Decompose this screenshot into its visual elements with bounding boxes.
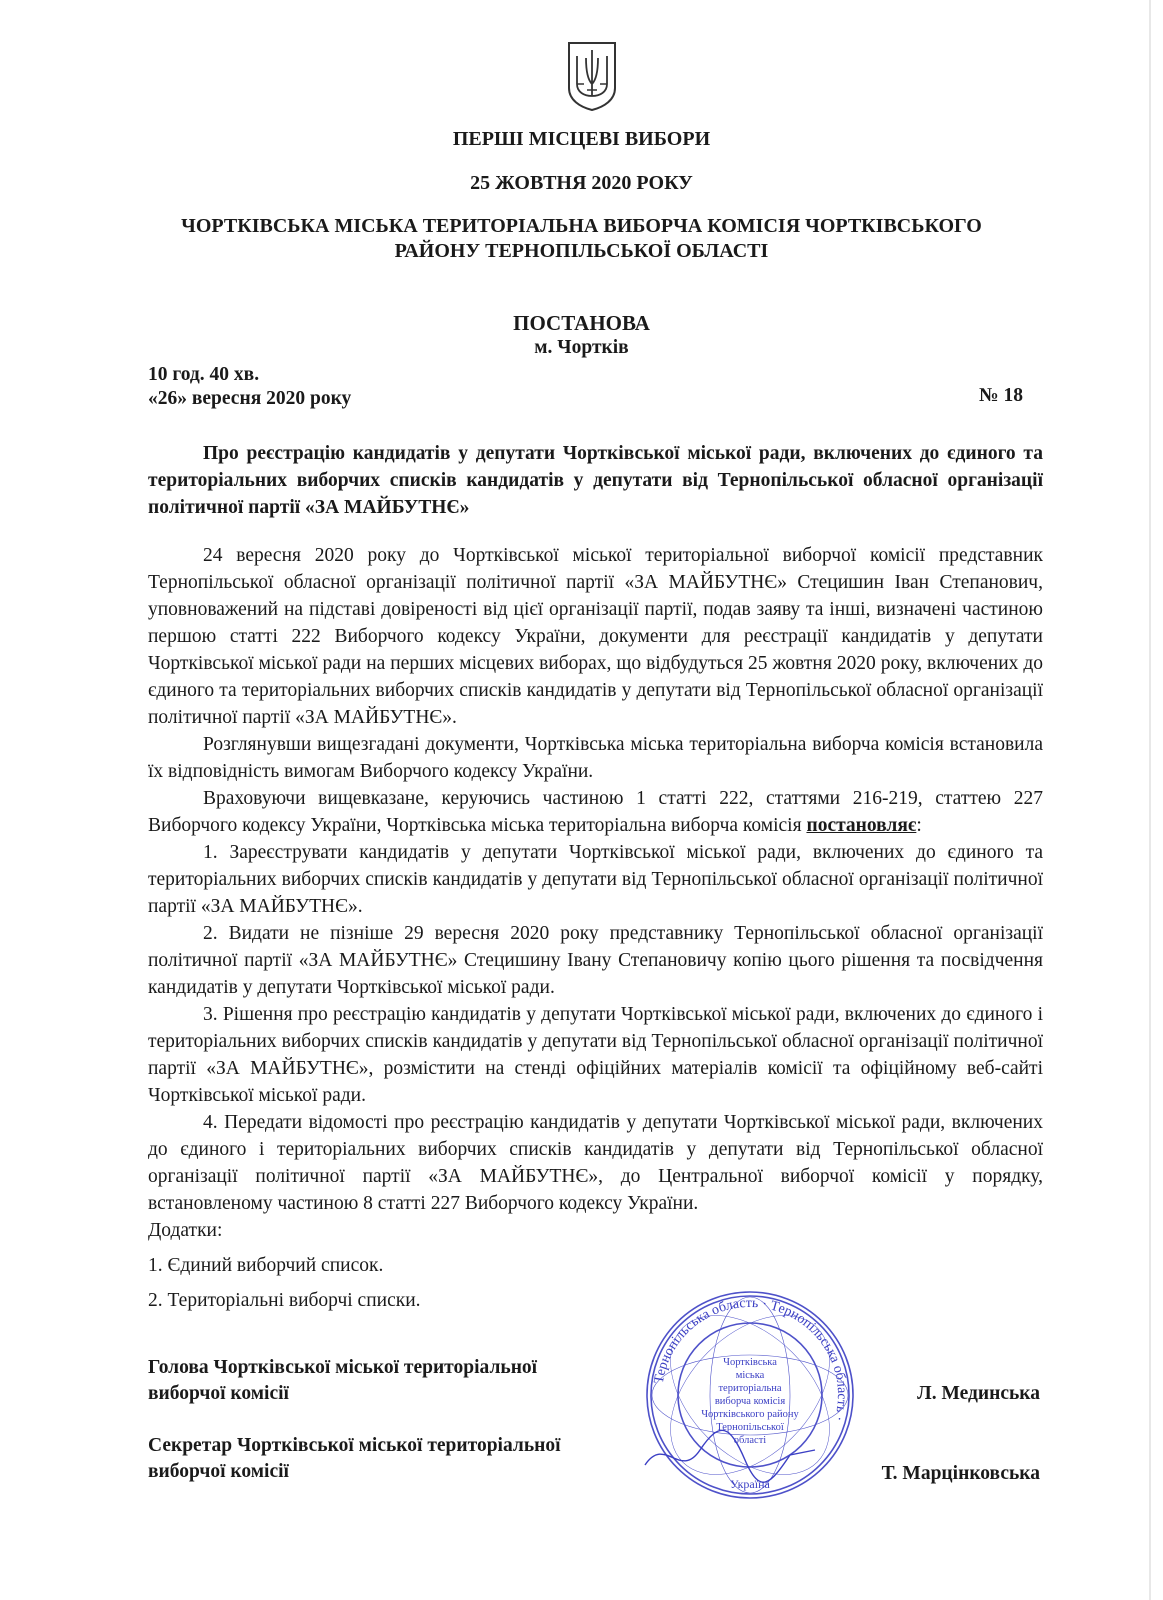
paragraph-2: Розглянувши вищезгадані документи, Чортківська міська територіальна виборча комісія встановила їх відповідність вимогам Виборчого кодексу України. — [148, 734, 1043, 782]
commission-name-line1: ЧОРТКІВСЬКА МІСЬКА ТЕРИТОРІАЛЬНА ВИБОРЧА КОМІСІЯ ЧОРТКІВСЬКОГО — [181, 215, 982, 237]
decision-number: № 18 — [979, 385, 1023, 406]
coat-of-arms-icon — [566, 40, 618, 112]
svg-text:міська: міська — [735, 1370, 765, 1381]
commission-name-line2: РАЙОНУ ТЕРНОПІЛЬСЬКОЇ ОБЛАСТІ — [394, 240, 769, 262]
annex-item-2: 2. Територіальні виборчі списки. — [148, 1290, 421, 1311]
decision-time: 10 год. 40 хв. — [148, 364, 260, 385]
decision-date: «26» вересня 2020 року — [148, 388, 352, 409]
head-title-line1: Голова Чортківської міської територіальної — [148, 1357, 538, 1378]
paragraph-3 — [148, 785, 1043, 839]
secretary-name: Т. Марцінковська — [881, 1463, 1040, 1484]
stamp-outer-text: Тернопільська область · Тернопільська область · — [651, 1295, 850, 1423]
resolution-item-2: 2. Видати не пізніше 29 вересня 2020 року представнику Тернопільської обласної організації політичної партії «ЗА МАЙБУТНЄ» Стецишину Івану Степановичу копію цього рішення та посвідчення кандидатів у депутати Чортківської міської ради. — [148, 923, 1043, 998]
resolution-item-1: 1. Зареєструвати кандидатів у депутати Чортківської міської ради, включених до єдиного та територіальних виборчих списків кандидатів у депутати від Тернопільської обласної організації політичної партії «ЗА МАЙБУТНЄ». — [148, 842, 1043, 917]
annex-label: Додатки: — [148, 1220, 223, 1241]
secretary-title-line2: виборчої комісії — [148, 1461, 289, 1482]
paragraph-1: 24 вересня 2020 року до Чортківської міської територіальної виборчої комісії представник Тернопільської обласної організації політичної партії «ЗА МАЙБУТНЄ» Стецишин Іван Степанович, уповноважений на підставі довіреності від цієї організації партії, подав заяву та інші, визначені частиною першою статті 222 Виборчого кодексу України, документи для реєстрації кандидатів у депутати Чортківської міської ради на перших місцевих виборах, що відбудуться 25 жовтня 2020 року, включених до єдиного та територіальних виборчих списків кандидатів у депутати від Тернопільської обласної організації політичної партії «ЗА МАЙБУТНЄ». — [148, 545, 1043, 728]
decision-title: Про реєстрацію кандидатів у депутати Чортківської міської ради, включених до єдиного та територіальних виборчих списків кандидатів у депутати від Тернопільської обласної організації політичної партії «ЗА МАЙБУТНЄ» — [148, 443, 1043, 518]
resolves-keyword: постановляє — [806, 815, 917, 836]
svg-text:Чортківська: Чортківська — [723, 1357, 777, 1368]
svg-text:Тернопільської: Тернопільської — [716, 1422, 784, 1433]
document-body — [148, 542, 1043, 1314]
annex-item-1: 1. Єдиний виборчий список. — [148, 1255, 384, 1276]
election-date: 25 ЖОВТНЯ 2020 РОКУ — [470, 172, 693, 194]
svg-text:Чортківського району: Чортківського району — [701, 1409, 799, 1420]
svg-text:області: області — [733, 1435, 767, 1446]
paragraph-3-colon: : — [916, 815, 922, 836]
svg-text:виборча комісія: виборча комісія — [714, 1396, 786, 1407]
head-title-line2: виборчої комісії — [148, 1383, 289, 1404]
document-type: ПОСТАНОВА — [513, 311, 650, 335]
stamp-bottom-text: Україна — [730, 1477, 770, 1491]
secretary-title-line1: Секретар Чортківської міської територіальної — [148, 1435, 561, 1456]
head-name: Л. Мединська — [917, 1383, 1040, 1404]
paragraph-3-text: Враховуючи вищевказане, керуючись частиною 1 статті 222, статтями 216-219, статтею 227 Виборчого кодексу України, Чортківська міська територіальна виборча комісія — [148, 788, 1043, 836]
resolution-item-4: 4. Передати відомості про реєстрацію кандидатів у депутати Чортківської міської ради, включених до єдиного і територіальних виборчих списків кандидатів у депутати від Тернопільської обласної організації політичної партії «ЗА МАЙБУТНЄ», до Центральної виборчої комісії у порядку, встановленому частиною 8 статті 227 Виборчого кодексу України. — [148, 1112, 1043, 1214]
svg-text:територіальна: територіальна — [718, 1383, 782, 1394]
document-city: м. Чортків — [534, 337, 629, 358]
election-title: ПЕРШІ МІСЦЕВІ ВИБОРИ — [452, 128, 711, 150]
resolution-item-3: 3. Рішення про реєстрацію кандидатів у депутати Чортківської міської ради, включених до єдиного і територіальних виборчих списків кандидатів у депутати від Тернопільської обласної організації політичної партії «ЗА МАЙБУТНЄ», розмістити на стенді офіційних матеріалів комісії та офіційному веб-сайті Чортківської міської ради. — [148, 1004, 1043, 1106]
